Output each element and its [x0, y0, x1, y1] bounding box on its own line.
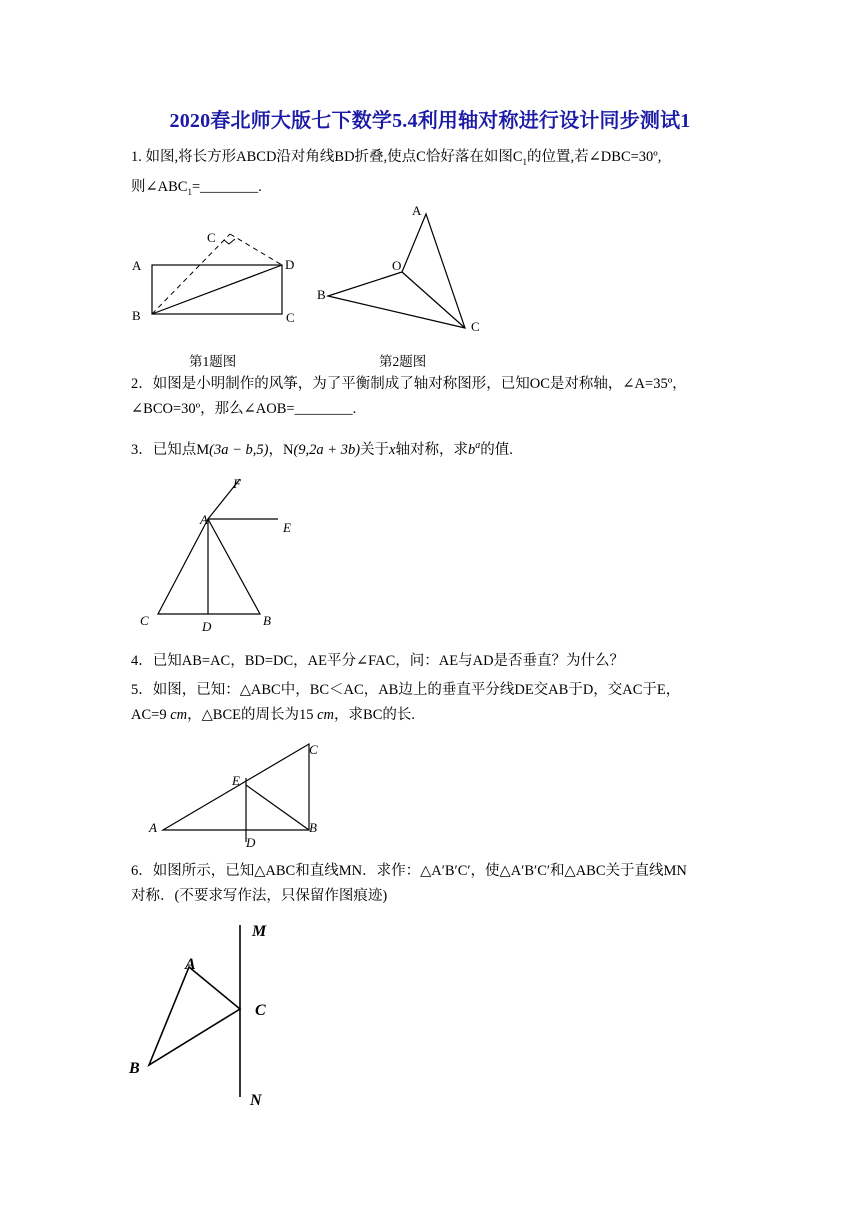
label-a: A — [149, 820, 157, 835]
label-c1: C — [207, 230, 216, 245]
segment-be — [246, 785, 309, 830]
label-c: C — [309, 742, 318, 757]
label-b: B — [317, 287, 326, 302]
question-5 — [131, 678, 741, 728]
label-o: O — [392, 258, 402, 273]
label-d: D — [246, 835, 256, 850]
question-1 — [131, 145, 741, 205]
point-m-coords: (3a − b,5) — [209, 441, 269, 458]
question-2 — [131, 372, 741, 422]
right-angle-mark — [224, 239, 235, 244]
label-d: D — [202, 619, 212, 634]
figure-5 — [145, 738, 335, 850]
figure-2-caption: 第2题图 — [379, 354, 427, 369]
question-2-line-1: 2．如图是小明制作的风筝，为了平衡制成了轴对称图形，已知OC是对称轴，∠A=35º， — [131, 376, 687, 392]
figure-6 — [125, 917, 285, 1107]
question-2-line-2: ∠BCO=30º，那么∠AOB=________. — [131, 401, 357, 417]
question-5-line-1: 5．如图，已知：△ABC中，BC＜AC，AB边上的垂直平分线DE交AB于D，交AC于E， — [131, 682, 681, 698]
figure-3 — [130, 474, 310, 636]
label-c: C — [471, 319, 480, 334]
question-5-line-2: AC=9 cm，△BCE的周长为15 cm，求BC的长. — [131, 707, 415, 723]
label-c: C — [255, 1002, 266, 1019]
label-f: F — [233, 476, 241, 491]
point-n-coords: (9,2a + 3b) — [293, 441, 361, 458]
question-3: 3．已知点M(3a − b,5)，N(9,2a + 3b)关于x轴对称，求$b^a$的值. — [131, 440, 513, 458]
label-c: C — [286, 310, 295, 325]
question-6 — [131, 859, 741, 909]
label-a: A — [185, 956, 196, 973]
fold-line-bc1 — [152, 234, 230, 314]
label-e: E — [283, 520, 291, 535]
question-1-line-1: 1. 如图,将长方形ABCD沿对角线BD折叠,使点C恰好落在如图$C_1$的位置,若∠DBC=30º, — [131, 149, 662, 167]
question-4: 4．已知AB=AC，BD=DC，AE平分∠FAC，问：AE与AD是否垂直？为什么？ — [131, 653, 625, 669]
label-c: C — [140, 613, 149, 628]
label-b: B — [263, 613, 271, 628]
triangle-abc — [149, 967, 240, 1065]
figure-1 — [125, 222, 315, 332]
triangle-abc — [158, 519, 260, 614]
label-d: D — [285, 257, 295, 272]
label-a: A — [132, 258, 142, 273]
diagonal-bd — [152, 265, 282, 314]
label-b: B — [309, 820, 317, 835]
label-a: A — [200, 512, 208, 527]
label-e: E — [232, 773, 240, 788]
label-a: A — [412, 203, 422, 218]
label-b: B — [132, 308, 141, 323]
figure-1-caption: 第1题图 — [189, 354, 237, 369]
page-title: 2020春北师大版七下数学5.4利用轴对称进行设计同步测试1 — [169, 110, 691, 132]
fold-line-c1d — [230, 234, 282, 265]
question-6-line-1: 6．如图所示，已知△ABC和直线MN．求作：△A′B′C′，使△A′B′C′和△ABC关于直线MN — [131, 863, 687, 879]
label-b: B — [129, 1060, 140, 1077]
question-1-line-2: 则$\angle ABC_1=\_\_\_\_\_\_\_\_$. — [131, 178, 262, 197]
question-6-line-2: 对称．(不要求写作法，只保留作图痕迹) — [131, 888, 388, 904]
label-n: N — [250, 1092, 262, 1107]
label-m: M — [252, 923, 267, 940]
figure-2 — [310, 200, 490, 340]
